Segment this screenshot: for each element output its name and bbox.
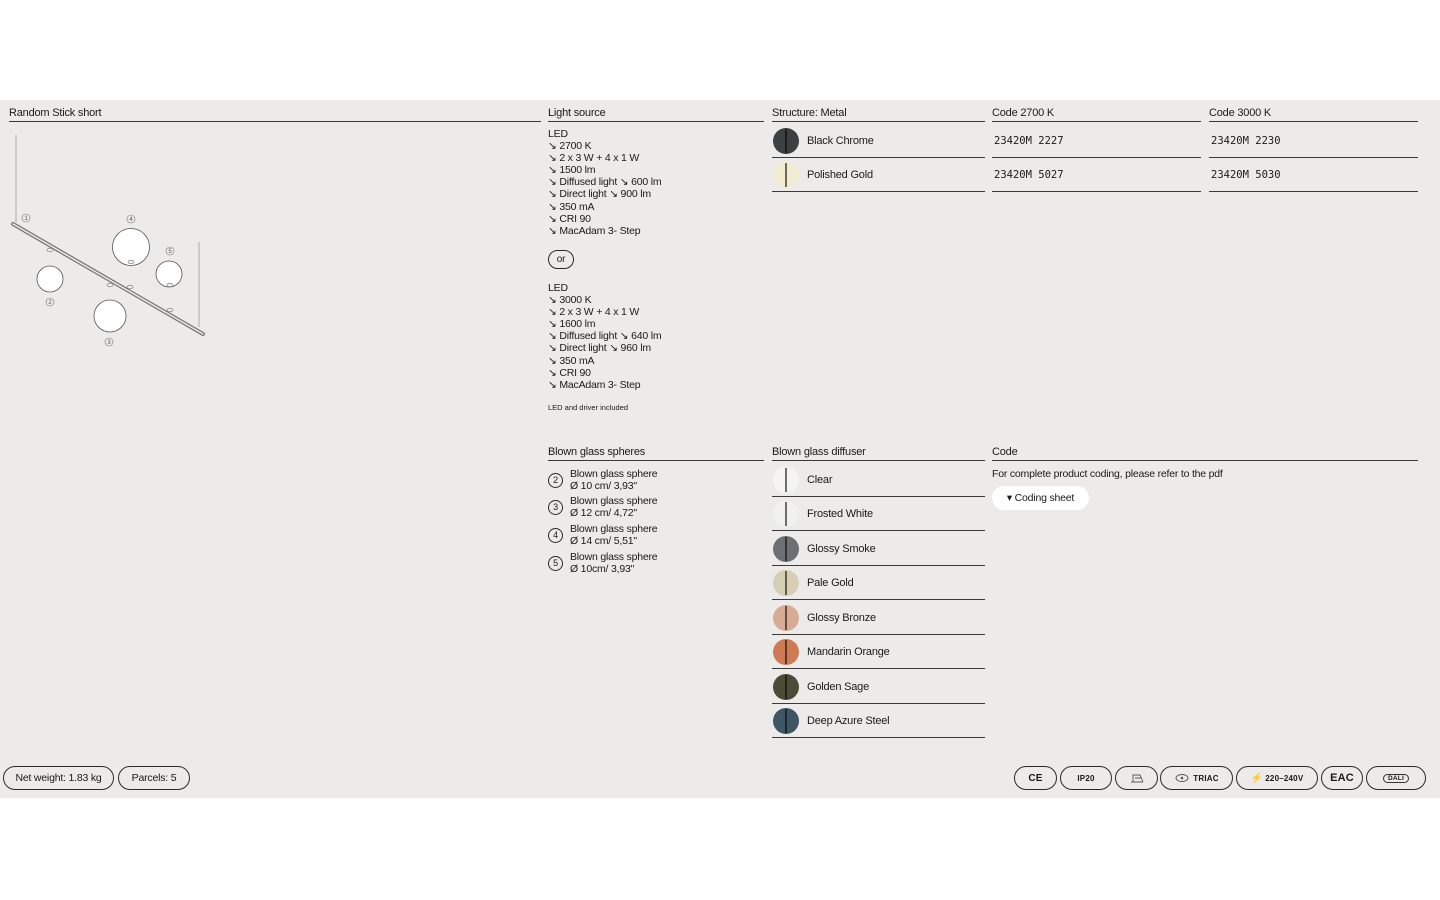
led-spec-3000: LED ↘ 3000 K ↘ 2 x 3 W + 4 x 1 W ↘ 1600 lm ↘ Diffused light ↘ 640 lm ↘ Direct light ↘ 960 lm ↘ 350 mA ↘ CRI 90 ↘ MacAdam 3- Step — [548, 282, 662, 391]
drawing-marker: 4 — [129, 217, 133, 223]
diffuser-option[interactable]: Deep Azure Steel — [772, 704, 985, 738]
finish-swatch — [773, 708, 799, 734]
code-value: 23420M 2230 — [1209, 124, 1418, 158]
sphere-item: 3 Blown glass sphere Ø 12 cm/ 4,72" — [548, 495, 657, 519]
diffuser-option[interactable]: Clear — [772, 463, 985, 497]
finish-swatch — [773, 536, 799, 562]
finish-swatch — [773, 128, 799, 154]
diffuser-option[interactable]: Mandarin Orange — [772, 635, 985, 669]
finish-swatch — [773, 639, 799, 665]
diffuser-option[interactable]: Glossy Smoke — [772, 532, 985, 566]
finish-swatch — [773, 501, 799, 527]
product-title: Random Stick short — [9, 107, 541, 122]
finish-swatch — [773, 162, 799, 188]
sphere-number: 2 — [548, 473, 563, 488]
diffuser-option[interactable]: Glossy Bronze — [772, 601, 985, 635]
code-3000-header: Code 3000 K — [1209, 107, 1418, 122]
sphere-item: 5 Blown glass sphere Ø 10cm/ 3,93" — [548, 551, 657, 575]
drawing-marker: 5 — [168, 249, 172, 255]
voltage-icon: ⚡ 220–240V — [1236, 766, 1318, 790]
sphere-item: 2 Blown glass sphere Ø 10 cm/ 3,93" — [548, 468, 657, 492]
flammable-surface-icon — [1115, 766, 1158, 790]
structure-option[interactable]: Polished Gold — [772, 158, 985, 192]
dali-icon: DALI — [1366, 766, 1426, 790]
structure-option[interactable]: Black Chrome — [772, 124, 985, 158]
code-value: 23420M 5030 — [1209, 158, 1418, 192]
spheres-header: Blown glass spheres — [548, 446, 764, 461]
code-2700-header: Code 2700 K — [992, 107, 1201, 122]
code-value: 23420M 2227 — [992, 124, 1201, 158]
light-source-header: Light source — [548, 107, 764, 122]
finish-swatch — [773, 674, 799, 700]
sphere-item: 4 Blown glass sphere Ø 14 cm/ 5,51" — [548, 523, 657, 547]
or-badge: or — [548, 250, 574, 269]
sphere-number: 3 — [548, 500, 563, 515]
drawing-marker: 3 — [107, 340, 111, 346]
diffuser-option[interactable]: Frosted White — [772, 497, 985, 531]
code-value: 23420M 5027 — [992, 158, 1201, 192]
finish-swatch — [773, 467, 799, 493]
led-note: LED and driver included — [548, 403, 629, 412]
code-header: Code — [992, 446, 1418, 461]
finish-swatch — [773, 570, 799, 596]
parcels-badge: Parcels: 5 — [118, 766, 190, 790]
finish-swatch — [773, 605, 799, 631]
structure-header: Structure: Metal — [772, 107, 985, 122]
triac-icon: TRIAC — [1160, 766, 1233, 790]
diffuser-header: Blown glass diffuser — [772, 446, 985, 461]
ce-icon: CE — [1014, 766, 1057, 790]
led-spec-2700: LED ↘ 2700 K ↘ 2 x 3 W + 4 x 1 W ↘ 1500 lm ↘ Diffused light ↘ 600 lm ↘ Direct light ↘ 900 lm ↘ 350 mA ↘ CRI 90 ↘ MacAdam 3- Step — [548, 128, 662, 237]
sphere-number: 5 — [548, 556, 563, 571]
ip20-icon: IP20 — [1060, 766, 1112, 790]
sphere-number: 4 — [548, 528, 563, 543]
diffuser-option[interactable]: Golden Sage — [772, 670, 985, 704]
coding-sheet-button[interactable]: ▾ Coding sheet — [992, 486, 1089, 510]
product-drawing — [0, 130, 230, 360]
eac-icon: EAC — [1321, 766, 1363, 790]
drawing-marker: 1 — [24, 216, 28, 222]
code-note: For complete product coding, please refer to the pdf — [992, 468, 1223, 480]
diffuser-option[interactable]: Pale Gold — [772, 566, 985, 600]
net-weight-badge: Net weight: 1.83 kg — [3, 766, 114, 790]
drawing-marker: 2 — [48, 300, 52, 306]
